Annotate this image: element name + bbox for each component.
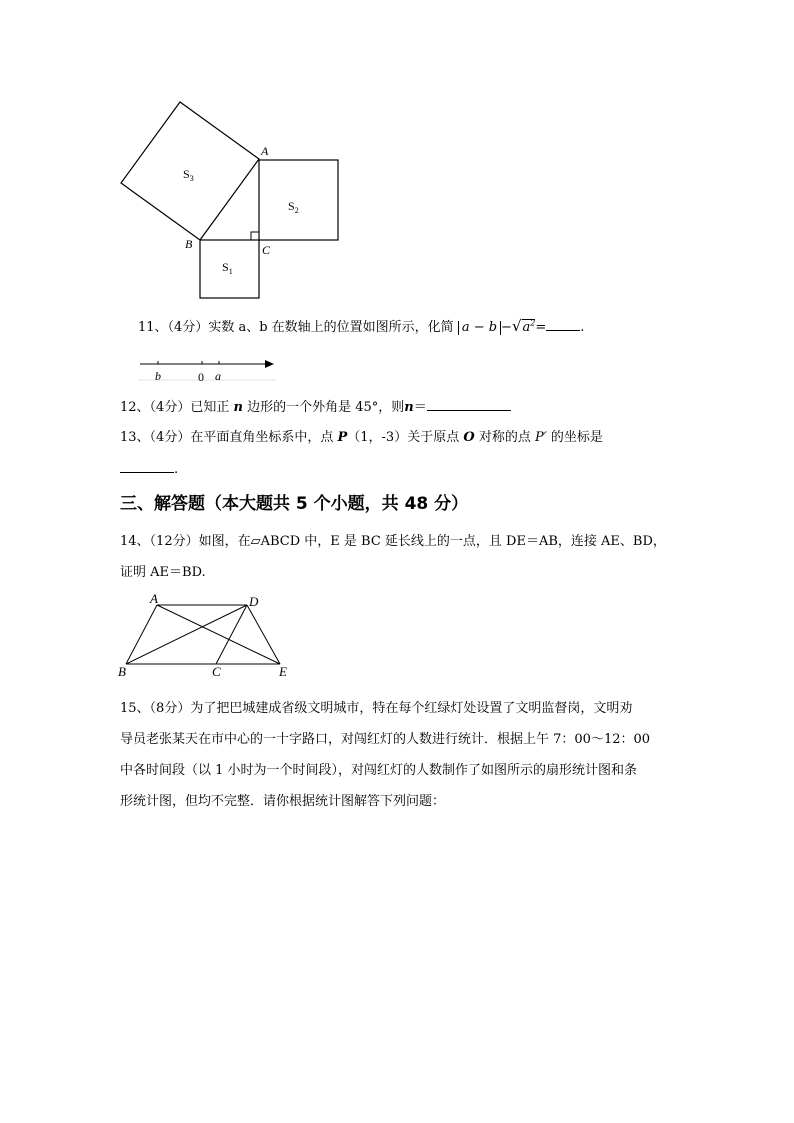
number-line-arrow: [265, 360, 274, 368]
square-s3: [121, 102, 259, 240]
question-15-line-2: [120, 728, 650, 747]
right-angle-mark: [251, 232, 259, 240]
q13-answer-blank[interactable]: [120, 458, 174, 473]
svg-text:S3: [183, 167, 194, 183]
q13-end: .: [174, 462, 179, 477]
q11-answer-blank[interactable]: [546, 316, 580, 331]
q15-number: 15、（8分）: [120, 701, 191, 716]
label-B: B: [185, 237, 193, 251]
question-14-line-1: [120, 530, 666, 549]
q13-number: 13、（4分）: [120, 430, 191, 445]
label-E: E: [279, 664, 287, 679]
q11-sqrt-exp: 2: [530, 318, 536, 328]
q14-line2: 证明 AE＝BD.: [120, 565, 206, 580]
q13-text3: 的坐标是: [550, 430, 603, 445]
question-13-answer-line: [120, 458, 178, 477]
svg-text:S2: [288, 199, 299, 215]
segment-BD: [126, 605, 247, 664]
label-C: C: [212, 664, 221, 679]
segment-DC: [216, 605, 247, 664]
section-3-heading: 三、解答题（本大题共 5 个小题，共 48 分）: [120, 494, 469, 514]
q14-number: 14、（12分）: [120, 534, 199, 549]
label-A: A: [150, 591, 158, 606]
q13-coords: （1，-3）关于原点: [347, 430, 460, 445]
q15-line1: 为了把巴城建成省级文明城市，特在每个红绿灯处设置了文明监督岗，文明劝: [190, 701, 633, 716]
label-s3: S: [183, 167, 190, 181]
q12-number: 12、（4分）: [120, 400, 191, 415]
pythagorean-squares-figure: [110, 95, 355, 305]
q15-line3: 中各时间段（以 1 小时为一个时间段），对闯红灯的人数制作了如图所示的扇形统计图和条: [120, 763, 638, 778]
q14-line1: 如图，在▱ABCD 中，E 是 BC 延长线上的一点，且 DE＝AB，连接 AE、BD，: [198, 534, 666, 549]
q12-answer-blank[interactable]: [427, 396, 511, 411]
q13-P: P: [337, 430, 348, 445]
parallelogram-figure: [115, 590, 295, 682]
question-12: [120, 396, 511, 415]
q11-text: 实数 a、b 在数轴上的位置如图所示，化简: [208, 320, 454, 335]
label-s2-sub: 2: [294, 206, 299, 215]
q12-text1: 已知正: [190, 400, 230, 415]
question-11: [138, 316, 584, 335]
q13-O: O: [463, 430, 475, 445]
svg-text:S1: [222, 260, 233, 276]
segment-AE: [157, 605, 280, 664]
label-s1-sub: 1: [228, 267, 233, 276]
segment-DE: [247, 605, 280, 664]
segment-AB: [126, 605, 157, 664]
question-13: [120, 426, 603, 445]
label-A: A: [261, 144, 269, 158]
q11-sqrt: $√a^2$: [511, 317, 536, 335]
q12-eq: ＝: [413, 400, 427, 415]
q15-line4: 形统计图，但均不完整．请你根据统计图解答下列问题：: [120, 794, 446, 809]
numberline-label-a: a: [215, 369, 221, 383]
q12-text2: 边形的一个外角是 45°，则: [247, 400, 405, 415]
numberline-label-zero: 0: [198, 370, 204, 384]
q13-text1: 在平面直角坐标系中，点: [190, 430, 334, 445]
label-B: B: [118, 664, 126, 679]
q13-text2: 对称的点: [478, 430, 531, 445]
q12-n2: n: [404, 400, 414, 415]
square-s2: [259, 160, 338, 240]
number-line-figure: [136, 355, 278, 385]
label-s3-sub: 3: [189, 174, 194, 183]
q11-number: 11、（4分）: [138, 320, 209, 335]
label-C: C: [262, 243, 271, 257]
question-15-line-3: [120, 759, 637, 778]
q13-Pprime: P′: [534, 430, 547, 445]
question-15-line-1: [120, 697, 632, 716]
q11-equals: =: [535, 320, 547, 335]
q12-n1: n: [233, 400, 243, 415]
question-14-line-2: [120, 561, 206, 580]
q11-minus: −: [501, 320, 512, 335]
label-D: D: [249, 594, 259, 609]
label-s1: S: [222, 260, 229, 274]
numberline-label-b: b: [155, 369, 161, 383]
q11-end: .: [580, 320, 585, 335]
q11-sqrt-base: a: [522, 320, 531, 335]
question-15-line-4: [120, 790, 445, 809]
q15-line2: 导员老张某天在市中心的一十字路口，对闯红灯的人数进行统计．根据上午 7：00～12：00: [120, 732, 651, 747]
q11-abs-expression: a − b: [458, 321, 501, 335]
label-s2: S: [288, 199, 295, 213]
